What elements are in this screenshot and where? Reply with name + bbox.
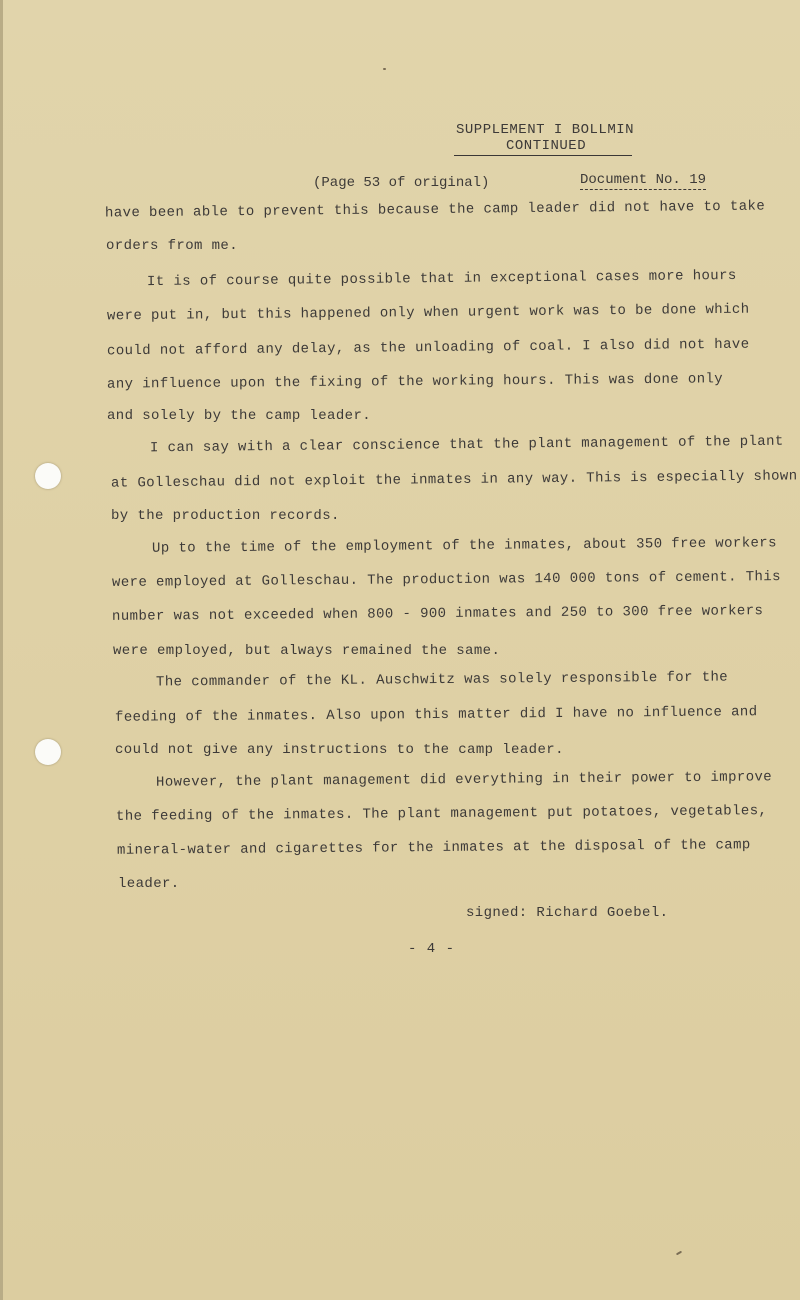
text-line: could not afford any delay, as the unloading of coal. I also did not have: [106, 336, 750, 360]
punch-hole: [35, 463, 61, 489]
text-line: the feeding of the inmates. The plant management put potatoes, vegetables,: [115, 803, 768, 825]
text-line: and solely by the camp leader.: [107, 408, 372, 424]
header-title: SUPPLEMENT I BOLLMIN: [456, 122, 635, 138]
header-underline: [454, 155, 632, 156]
signature-line: signed: Richard Goebel.: [466, 905, 669, 921]
text-line: were employed at Golleschau. The production was 140 000 tons of cement. This: [111, 569, 781, 591]
ink-speck: [676, 1251, 682, 1256]
text-line: leader.: [118, 876, 180, 892]
page-number: - 4 -: [408, 941, 456, 957]
text-line: were employed, but always remained the same.: [113, 643, 501, 659]
page-edge: [0, 0, 3, 1300]
punch-hole: [35, 739, 61, 765]
text-line: The commander of the KL. Auschwitz was solely responsible for the: [155, 669, 729, 691]
text-line: I can say with a clear conscience that the plant management of the plant: [149, 433, 784, 457]
text-line: were put in, but this happened only when urgent work was to be done which: [106, 301, 750, 325]
text-line: However, the plant management did everything in their power to improve: [155, 769, 773, 791]
text-line: could not give any instructions to the camp leader.: [115, 742, 564, 758]
text-line: by the production records.: [111, 508, 340, 524]
text-line: mineral-water and cigarettes for the inmates at the disposal of the camp: [116, 837, 751, 859]
header-subtitle: CONTINUED: [506, 138, 587, 154]
ink-speck: [383, 68, 386, 70]
text-line: feeding of the inmates. Also upon this matter did I have no influence and: [114, 704, 758, 726]
text-line: any influence upon the fixing of the working hours. This was done only: [106, 371, 724, 393]
text-line: It is of course quite possible that in exceptional cases more hours: [146, 267, 737, 291]
text-line: orders from me.: [106, 238, 239, 254]
text-line: have been able to prevent this because the camp leader did not have to take: [104, 198, 766, 222]
text-line: number was not exceeded when 800 - 900 inmates and 250 to 300 free workers: [111, 603, 764, 625]
original-page-reference: (Page 53 of original): [313, 175, 490, 191]
text-line: Up to the time of the employment of the inmates, about 350 free workers: [151, 535, 777, 557]
document-number: Document No. 19: [580, 172, 707, 188]
text-line: at Golleschau did not exploit the inmates in any way. This is especially shown: [110, 468, 798, 492]
